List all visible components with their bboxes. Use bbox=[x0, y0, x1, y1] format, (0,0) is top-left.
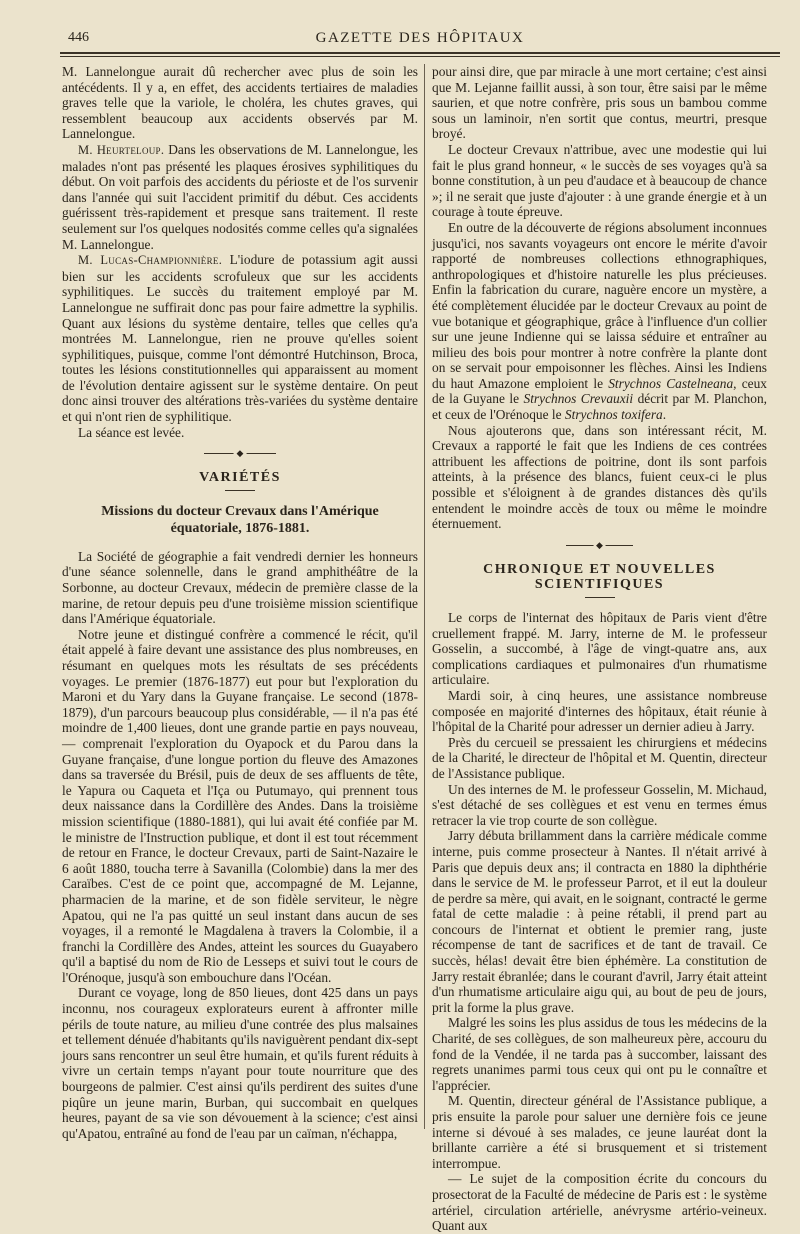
paragraph-text: En outre de la découverte de régions absolument inconnues jusqu'ici, nos savants voyageurs ont encore le mérite d'avoir rapporté de nombreuses collections ethnographiques, anthropologiques et d'histoire naturelle les plus précieuses. Enfin la fabrication du curare, naguère encore un mystère, a été complètement élucidée par le docteur Crevaux au point de vue botanique et géographique, grâce à l'influence d'un collier sur une jeune Indienne qui se laissa séduire et entraîner au milieu des bois pour montrer à notre confrère la plante dont on se servait pour empoisonner les flèches. Ainsi les Indiens du haut Amazone emploient le bbox=[432, 219, 767, 391]
paragraph: M. Lannelongue aurait dû rechercher avec plus de soin les antécédents. Il y a, en effet, des accidents tertiaires de maladies graves telle que la variole, le choléra, les chutes graves, qui ressemblent beaucoup aux accidents observés par M. Lannelongue. bbox=[62, 64, 418, 142]
paragraph: Le docteur Crevaux n'attribue, avec une modestie qui lui fait le plus grand honneur, « le succès de ses voyages qu'à sa bonne constitution, à un peu d'audace et à beaucoup de chance »; il ne serait que juste d'ajouter : à une grande énergie et à un courage à toute épreuve. bbox=[432, 141, 767, 220]
ornament-divider bbox=[432, 540, 767, 550]
paragraph: M. Quentin, directeur général de l'Assistance publique, a pris ensuite la parole pour saluer une dernière fois ce jeune interne si dévoué à ses malades, ce jeune lauréat dont la brillante carrière a été si brusquement et si tristement interrompue. bbox=[432, 1093, 767, 1171]
header-rule-thin bbox=[60, 56, 780, 57]
paragraph-text: L'iodure de potassium agit aussi bien sur les accidents scrofuleux que sur les accidents syphilitiques. Le succès du traitement employé par M. Lannelongue ne suffirait donc pas pour faire admettre la syphilis. Quant aux lésions du système dentaire, telles que celles qu'a montrées M. Lannelongue, rien ne prouve qu'elles soient syphilitiques, puisque, comme l'ont démontré Hutchinson, Broca, toutes les lésions constitutionnelles qui apparaissent au moment de l'évolution dentaire agissent sur le système dentaire. On peut donc ainsi trouver des altérations très-variées du système dentaire et qui n'ont rien de syphilitique. bbox=[62, 252, 418, 425]
paragraph: Mardi soir, à cinq heures, une assistance nombreuse composée en majorité d'internes des hôpitaux, était réunie à l'hôpital de la Charité pour adresser un dernier adieu à Jarry. bbox=[432, 687, 767, 735]
paragraph: Le corps de l'internat des hôpitaux de Paris vient d'être cruellement frappé. M. Jarry, interne de M. le professeur Gosselin, a succombé, à l'âge de vingt-quatre ans, aux complications cardiaques et pulmonaires d'un rhumatisme articulaire. bbox=[432, 610, 767, 688]
paragraph: La séance est levée. bbox=[78, 424, 185, 440]
header-rule bbox=[60, 52, 780, 54]
paragraph: pour ainsi dire, que par miracle à une mort certaine; c'est ainsi que M. Lejanne faillit aussi, à son tour, être saisi par le même saurien, et que notre confrère, pris sous un bambou comme sous un laminoir, n'en sortit que contus, meurtri, presque broyé. bbox=[432, 64, 767, 142]
divider bbox=[585, 597, 615, 598]
paragraph-text: décrit par M. Planchon, et ceux de l'Orénoque le bbox=[432, 391, 767, 423]
paragraph: Nous ajouterons que, dans son intéressant récit, M. Crevaux a rapporté le fait que les Indiens de ces contrées attribuent les affections de poitrine, dont ils sont parfois atteints, à la présence des blancs, fuient ceux-ci le plus possible et s'éloignent à de grandes distances dès qu'ils entendent le moindre accès de toux ou même le moindre éternuement. bbox=[432, 422, 767, 532]
species-name: Strychnos Castelneana bbox=[608, 375, 734, 391]
page-number: 446 bbox=[68, 30, 89, 45]
article-title: Missions du docteur Crevaux dans l'Amérique équatoriale, 1876-1881. bbox=[101, 503, 379, 536]
paragraph: Malgré les soins les plus assidus de tous les médecins de la Charité, de ses collègues, de son malheureux père, accouru du fond de la Vendée, il ne tarda pas à succomber, laissant des regrets unanimes parmi tous ceux qui ont pu le connaître et l'apprécier. bbox=[432, 1015, 767, 1093]
paragraph: Notre jeune et distingué confrère a commencé le récit, qu'il était appelé à faire devant une assistance des plus nombreuses, en résumant en quelques mots les résultats de ses précédents voyages. Le premier (1876-1877) eut pour but l'exploration du Maroni et du Yary dans la Guyane française. Le second (1878-1879), d'un parcours beaucoup plus considérable, — il n'a pas été moindre de 1,400 lieues, dont une grande partie en pays nouveau, — comprenait l'exploration du Oyapock et du Parou dans la Guyane française, d'une longue portion du fleuve des Amazones dans sa traversée du Brésil, puis de deux de ses affluents de tête, le Yapura ou Caqueta et l'Iça ou Putumayo, qui prennent tous deux naissance dans la Cordillère des Andes. Dans la troisième mission scientifique (1880-1881), qui lui avait été confiée par M. le ministre de l'Instruction publique, et dont il est tout récemment de retour en France, le docteur Crevaux, parti de Saint-Nazaire le 6 août 1880, toucha terre à Savanilla (Colombie) dans la mer des Caraïbes. C'est de ce point que, accompagné de M. Lejanne, pharmacien de la marine, et de son fidèle serviteur, le nègre Apatou, qui ne l'a pas quitté un seul instant dans aucun de ses voyages, il a remonté le Magdalena à travers la Colombie, il a franchi la Cordillère des Andes, atteint les sources du Guayabero qu'il a baptisé du nom de Rio de Lesseps et suivi tout le cours de l'Orénoque, jusqu'à son embouchure dans l'Océan. bbox=[62, 626, 418, 985]
species-name: Strychnos Crevauxii bbox=[523, 391, 634, 407]
left-column bbox=[62, 64, 418, 1141]
column-divider bbox=[424, 64, 425, 1129]
speaker-name: M. Heurteloup. bbox=[78, 142, 165, 157]
paragraph-text: Dans les observations de M. Lannelongue, les malades n'ont pas présenté les plaques érosives syphilitiques du début. On voit parfois des accidents du périoste et de l'os survenir dans l'année qui suit l'accident primitif du début. Ces accidents guérissent très-rapidement et presque sans traitement. Il reste seulement sur l'os quelques nodosités comme celles qu'a signalées M. Lannelongue. bbox=[62, 141, 418, 252]
paragraph bbox=[62, 252, 418, 425]
speaker-name: M. Lucas-Championnière. bbox=[78, 253, 223, 268]
section-title: CHRONIQUE ET NOUVELLES SCIENTIFIQUES bbox=[483, 561, 716, 593]
divider bbox=[225, 490, 255, 491]
paragraph bbox=[62, 142, 418, 252]
paragraph: Près du cercueil se pressaient les chirurgiens et médecins de la Charité, le directeur de l'hôpital et M. Quentin, directeur de l'Assistance publique. bbox=[432, 734, 767, 781]
paragraph: Jarry débuta brillamment dans la carrière médicale comme interne, puis comme prosecteur à Nantes. Il n'était arrivé à Paris que depuis deux ans; il contracta en 1880 la diphthérie dans le service de M. le professeur Parrot, et il eut la douleur de perdre sa mère, qui avait, en le soignant, contracté le germe fatal de cette maladie : à peine rétabli, il prend part au concours de l'internat et obtient le premier rang, juste récompense de tant de sacrifices et de tant de travail. Ce succès, hélas! devait être bien éphémère. La constitution de Jarry restait ébranlée; dans le courant d'avril, Jarry était atteint d'un rhumatisme articulaire aigu qui, au bout de peu de jours, prit la forme la plus grave. bbox=[432, 828, 767, 1015]
ornament-divider bbox=[62, 448, 418, 458]
species-name: Strychnos toxifera bbox=[564, 407, 663, 423]
journal-title: GAZETTE DES HÔPITAUX bbox=[315, 30, 525, 46]
paragraph: Un des internes de M. le professeur Gosselin, M. Michaud, s'est détaché de ses collègues et est venu en termes émus retracer la vie trop courte de son collègue. bbox=[432, 781, 767, 828]
right-column bbox=[432, 64, 767, 1234]
paragraph: Durant ce voyage, long de 850 lieues, dont 425 dans un pays inconnu, nos courageux explorateurs eurent à affronter mille périls de toute nature, au milieu d'une contrée des plus malsaines et tellement dénuée d'habitants qu'ils naviguèrent pendant dix-sept jours sans rencontrer un seul être humain, et qu'ils furent réduits à vivre un certain temps n'ayant pour toute nourriture que des bourgeons de palmier. C'est ainsi qu'ils perdirent des suites d'une piqûre un jeune marin, Burban, qui succombait en quelques heures, payant de sa vie son dévouement à la science; c'est ainsi qu'Apatou, entraîné au fond de l'eau par un caïman, n'échappa, bbox=[62, 985, 418, 1141]
paragraph bbox=[432, 220, 767, 423]
paragraph-text: . bbox=[662, 407, 667, 423]
paragraph-text: , ceux de la Guyane le bbox=[432, 375, 767, 407]
section-title: VARIÉTÉS bbox=[199, 470, 281, 486]
paragraph: La Société de géographie a fait vendredi dernier les honneurs d'une séance solennelle, dans le grand amphithéâtre de la Sorbonne, au docteur Crevaux, médecin de première classe de la marine, de retour depuis peu d'une troisième mission scientifique dans l'Amérique équatoriale. bbox=[62, 548, 418, 627]
page-header bbox=[60, 26, 780, 48]
paragraph: — Le sujet de la composition écrite du concours du prosectorat de la Faculté de médecine de Paris est : le système artériel, circulation artérielle, anévrysme artério-veineux. Quant aux bbox=[432, 1171, 767, 1234]
